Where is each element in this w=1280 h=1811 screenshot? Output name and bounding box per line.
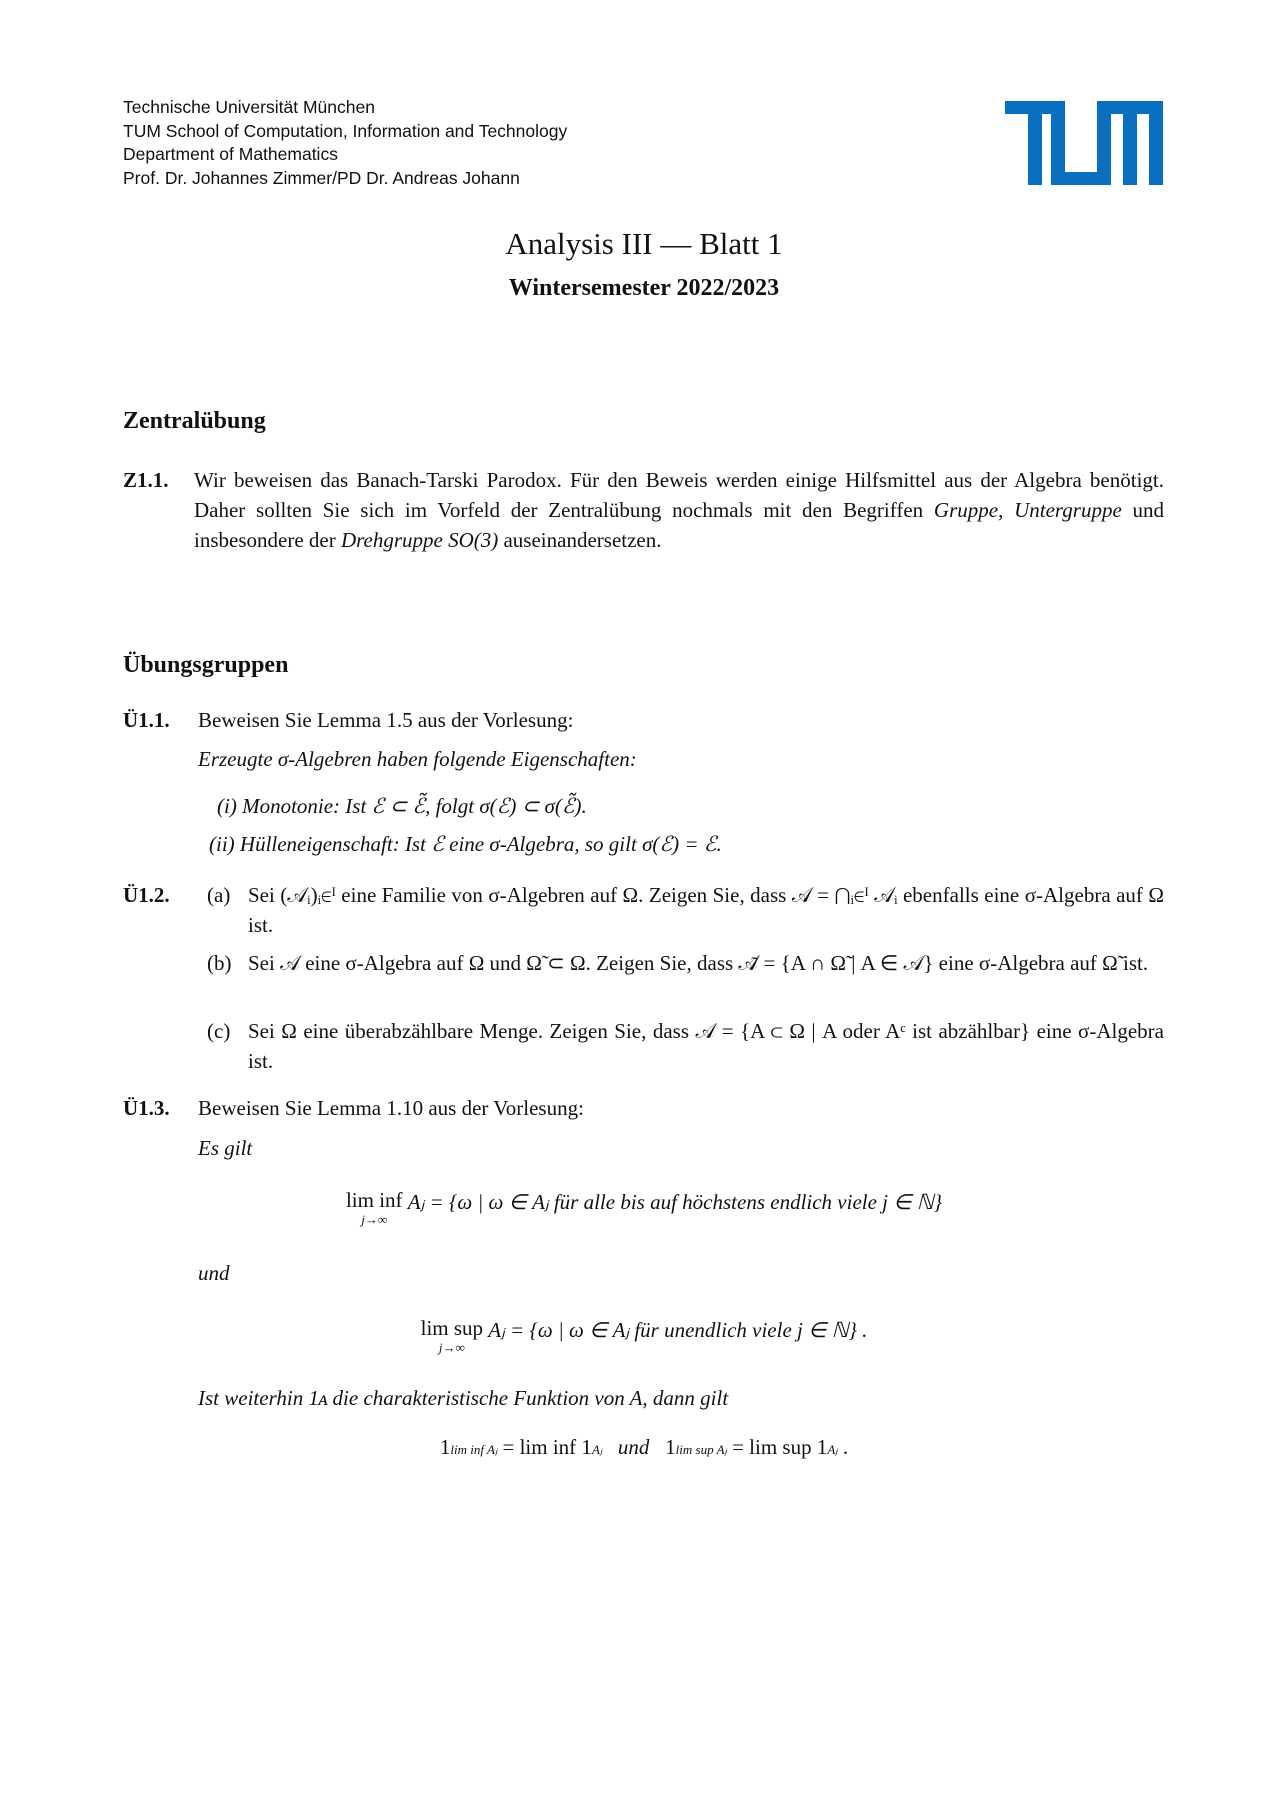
z11-text-part: auseinandersetzen. <box>503 528 662 552</box>
sheet-subtitle: Wintersemester 2022/2023 <box>508 275 780 301</box>
u12-mark-b: (b) <box>207 951 232 975</box>
z11-term-drehgruppe: Drehgruppe SO(3) <box>340 528 499 552</box>
limsup-rhs: Aⱼ = {ω | ω ∈ Aⱼ für unendlich viele j ∈ ℕ} . <box>488 1318 868 1342</box>
institution-line: TUM School of Computation, Information and Technology <box>123 120 568 141</box>
exercise-label-u11: Ü1.1. <box>123 708 170 732</box>
liminf-rhs: Aⱼ = {ω | ω ∈ Aⱼ für alle bis auf höchstens endlich viele j ∈ ℕ} <box>407 1190 943 1214</box>
institution-line: Department of Mathematics <box>123 144 338 164</box>
u13-und: und <box>198 1261 230 1285</box>
tum-logo <box>1005 101 1163 185</box>
ind-4: = lim sup 1 <box>732 1435 828 1459</box>
ind-1-sub: lim inf Aⱼ <box>450 1442 498 1457</box>
u12-part-b: Sei 𝒜 eine σ-Algebra auf Ω und Ω̃ ⊂ Ω. Zeigen Sie, dass 𝒜̃ = {A ∩ Ω̃ | A ∈ 𝒜} eine σ-Algebra auf Ω̃ ist. <box>248 951 1149 975</box>
formula-limsup <box>0 1318 1280 1354</box>
ind-2-sub: Aⱼ <box>591 1442 603 1457</box>
liminf-text: lim inf <box>345 1188 403 1212</box>
u12-part-a: Sei (𝒜ᵢ)ᵢ∈ᴵ eine Familie von σ-Algebren auf Ω. Zeigen Sie, dass 𝒜 = ⋂ᵢ∈ᴵ 𝒜ᵢ ebenfalls eine σ-Algebra auf Ω ist. <box>248 883 1164 937</box>
ind-4-sub: Aⱼ <box>827 1442 838 1457</box>
formula-liminf <box>0 1190 1280 1226</box>
ind-1: 1 <box>439 1435 451 1459</box>
formula-indicator <box>0 1435 1280 1460</box>
section-heading-zentraluebung: Zentralübung <box>123 408 266 434</box>
sheet-title: Analysis III — Blatt 1 <box>505 226 783 261</box>
u12-mark-a: (a) <box>207 883 231 907</box>
section-heading-uebungsgruppen: Übungsgruppen <box>123 652 289 678</box>
institution-line: Prof. Dr. Johannes Zimmer/PD Dr. Andreas Johann <box>123 167 520 188</box>
exercise-label-u12: Ü1.2. <box>123 883 170 907</box>
exercise-text-z11: Wir beweisen das Banach-Tarski Parodox. Für den Beweis werden einige Hilfsmittel aus der Algebra benötigt. Daher sollten Sie sich im Vorfeld der Zentralübung nochmals mit den Begriffen Gruppe, Untergruppe und insbesondere der Drehgruppe SO(3) auseinandersetzen. <box>194 468 1165 552</box>
limsup-text: lim sup <box>420 1316 484 1340</box>
ind-end: . <box>842 1435 849 1459</box>
institution-block <box>123 96 567 190</box>
u13-es-gilt: Es gilt <box>198 1136 253 1160</box>
u13-weiterhin: Ist weiterhin 1ᴀ die charakteristische Funktion von A, dann gilt <box>198 1386 729 1410</box>
limsup-subscript: j→∞ <box>438 1340 465 1355</box>
u12-mark-c: (c) <box>207 1019 231 1043</box>
liminf-operator <box>346 1190 403 1226</box>
ind-2: = lim inf 1 <box>502 1435 592 1459</box>
limsup-operator <box>421 1318 483 1354</box>
u11-intro: Beweisen Sie Lemma 1.5 aus der Vorlesung: <box>198 708 574 732</box>
z11-term-untergruppe: Untergruppe <box>1014 498 1122 522</box>
exercise-label-u13: Ü1.3. <box>123 1096 170 1120</box>
u13-intro: Beweisen Sie Lemma 1.10 aus der Vorlesung: <box>198 1096 584 1120</box>
u11-item-ii: (ii) Hülleneigenschaft: Ist ℰ eine σ-Algebra, so gilt σ(ℰ) = ℰ. <box>209 832 722 856</box>
ind-3: 1 <box>665 1435 676 1459</box>
u11-lemma-statement: Erzeugte σ-Algebren haben folgende Eigenschaften: <box>198 747 637 771</box>
u12-part-c: Sei Ω eine überabzählbare Menge. Zeigen Sie, dass 𝒜 = {A ⊂ Ω | A oder Aᶜ ist abzählbar} eine σ-Algebra ist. <box>248 1019 1164 1073</box>
liminf-subscript: j→∞ <box>361 1212 388 1227</box>
exercise-label-z11: Z1.1. <box>123 468 169 492</box>
ind-3-sub: lim sup Aⱼ <box>675 1442 727 1457</box>
institution-line: Technische Universität München <box>123 97 375 117</box>
z11-text-part: und insbesondere der <box>194 498 1165 552</box>
ind-und: und <box>617 1435 650 1459</box>
z11-text-part: Wir beweisen das Banach-Tarski Parodox. Für den Beweis werden einige Hilfsmittel aus der Algebra benötigt. Daher sollten Sie sich im Vorfeld der Zentralübung nochmals mit den Begriffen <box>194 468 1164 522</box>
u11-item-i: (i) Monotonie: Ist ℰ ⊂ ℰ̃, folgt σ(ℰ) ⊂ σ(ℰ̃). <box>217 794 587 818</box>
z11-term-gruppe: Gruppe <box>933 498 999 522</box>
